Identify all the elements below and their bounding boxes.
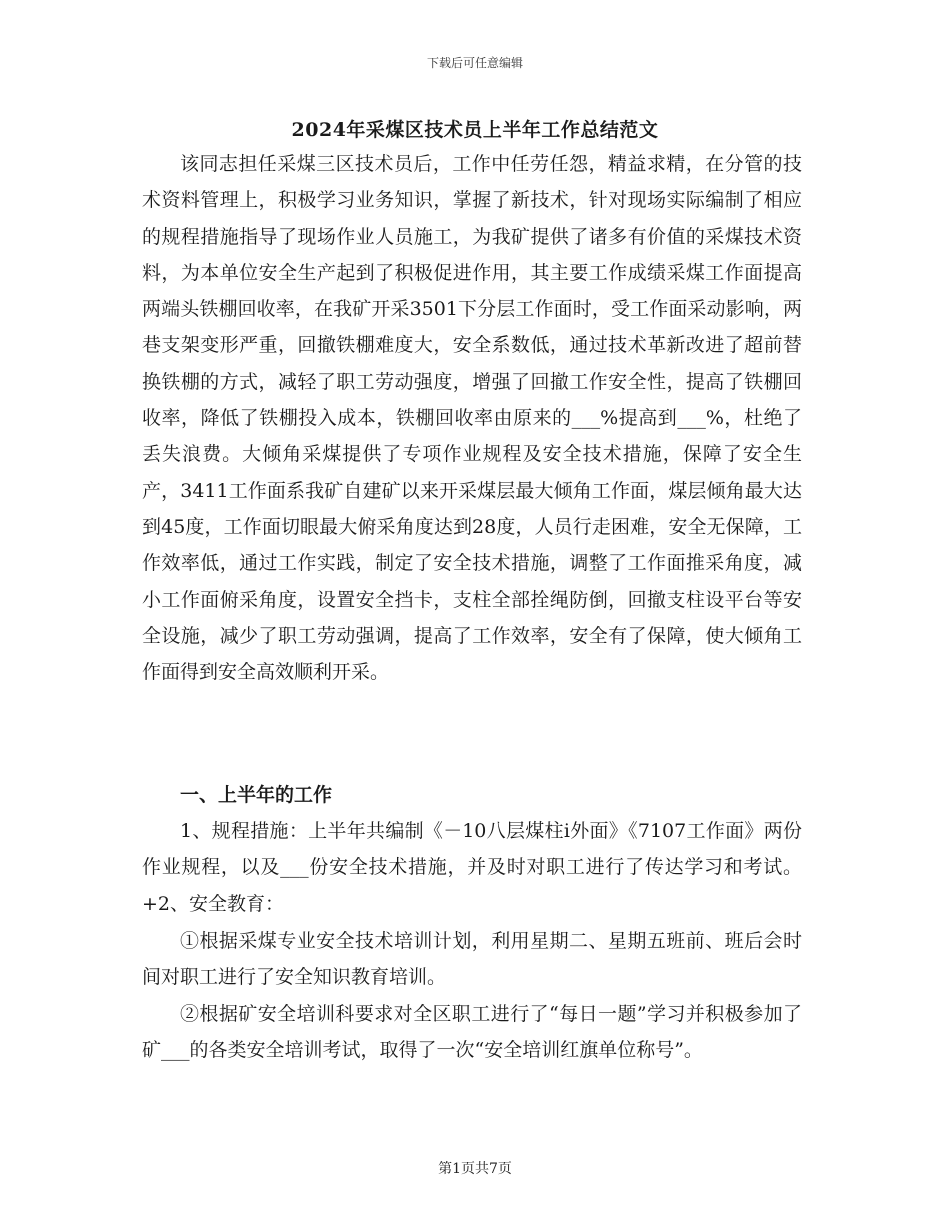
section-heading: 一、上半年的工作 bbox=[180, 784, 333, 806]
document-title: 2024年采煤区技术员上半年工作总结范文 bbox=[291, 119, 659, 141]
item-2-paragraph: ①根据采煤专业安全技术培训计划，利用星期二、星期五班前、班后会时间对职工进行了安全知识教育培训。 bbox=[142, 930, 802, 989]
header-note: 下载后可任意编辑 bbox=[426, 56, 523, 70]
page-indicator: 第1页共7页 bbox=[438, 1161, 512, 1177]
intro-paragraph: 该同志担任采煤三区技术员后，工作中任劳任怨，精益求精，在分管的技术资料管理上，积极学习业务知识，掌握了新技术，针对现场实际编制了相应的规程措施指导了现场作业人员施工，为我矿提供了诸多有价值的采煤技术资料，为本单位安全生产起到了积极促进作用，其主要工作成绩采煤工作面提高两端头铁棚回收率，在我矿开采3501下分层工作面时，受工作面采动影响，两巷支架变形严重，回撤铁棚难度大，安全系数低，通过技术革新改进了超前替换铁棚的方式，减轻了职工劳动强度，增强了回撤工作安全性，提高了铁棚回收率，降低了铁棚投入成本，铁棚回收率由原来的___%提高到___%，杜绝了丢失浪费。大倾角采煤提供了专项作业规程及安全技术措施，保障了安全生产，3411工作面系我矿自建矿以来开采煤层最大倾角工作面，煤层倾角最大达到45度，工作面切眼最大俯采角度达到28度，人员行走困难，安全无保障，工作效率低，通过工作实践，制定了安全技术措施，调整了工作面推采角度，减小工作面俯采角度，设置安全挡卡，支柱全部拴绳防倒，回撤支柱设平台等安全设施，减少了职工劳动强调，提高了工作效率，安全有了保障，使大倾角工作面得到安全高效顺利开采。 bbox=[142, 153, 802, 684]
item-1-paragraph: 1、规程措施：上半年共编制《－10八层煤柱ⅰ外面》《7107工作面》两份作业规程，以及___份安全技术措施，并及时对职工进行了传达学习和考试。+2、安全教育： bbox=[142, 820, 802, 915]
item-3-paragraph: ②根据矿安全培训科要求对全区职工进行了“每日一题”学习并积极参加了矿___的各类安全培训考试，取得了一次“安全培训红旗单位称号”。 bbox=[142, 1003, 802, 1062]
